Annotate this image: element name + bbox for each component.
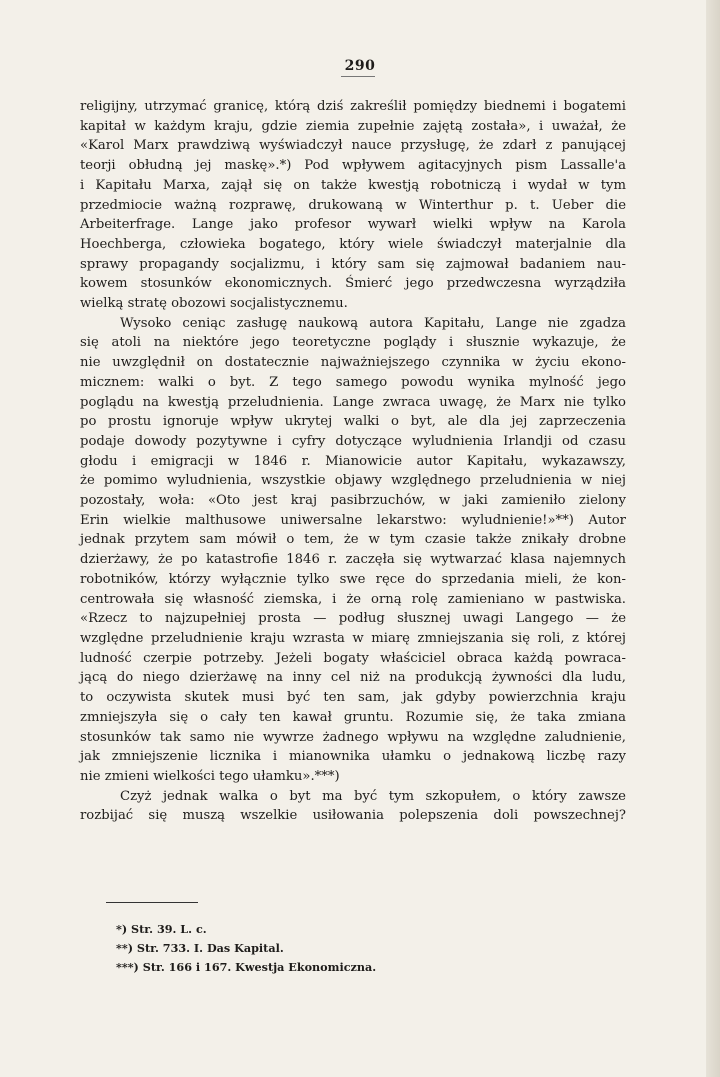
text-line: jak zmniejszenie licznika i mianownika ułamku o jednakową liczbę razy	[80, 749, 626, 765]
footnotes	[116, 920, 536, 977]
text-line: że pomimo wyludnienia, wszystkie objawy względnego przeludnienia w niej	[80, 473, 626, 489]
text-line: ludność czerpie potrzeby. Jeżeli bogaty właściciel obraca każdą powraca-	[80, 650, 626, 666]
text-line: centrowała się własność ziemska, i że orną rolę zamieniano w pastwiska.	[80, 591, 626, 607]
text-line: wielką stratę obozowi socjalistycznemu.	[80, 296, 348, 312]
text-line: nie uwzględnił on dostatecznie najważniejszego czynnika w życiu ekono-	[80, 355, 626, 371]
text-line: robotników, którzy wyłącznie tylko swe ręce do sprzedania mieli, że kon-	[80, 571, 626, 587]
text-line: pozostały, woła: «Oto jest kraj pasibrzuchów, w jaki zamieniło zielony	[80, 493, 626, 509]
footnote: **) Str. 733. I. Das Kapital.	[116, 941, 284, 955]
text-line: «Rzecz to najzupełniej prosta — podług słusznej uwagi Langego — że	[80, 611, 626, 627]
text-line: Erin wielkie malthusowe uniwersalne lekarstwo: wyludnienie!»**) Autor	[80, 512, 626, 528]
text-line: Arbeiterfrage. Lange jako profesor wywarł wielki wpływ na Karola	[80, 217, 626, 233]
text-line: i Kapitału Marxa, zajął się on także kwestją robotniczą i wydał w tym	[80, 177, 626, 193]
text-line: nie zmieni wielkości tego ułamku».***)	[80, 768, 340, 784]
text-line: podaje dowody pozytywne i cyfry dotyczące wyludnienia Irlandji od czasu	[80, 433, 626, 449]
body-text	[80, 97, 626, 826]
text-line: Czyż jednak walka o byt ma być tym szkopułem, o który zawsze	[120, 788, 626, 804]
page-number-underline	[341, 76, 375, 77]
text-line: po prostu ignoruje wpływ ukrytej walki o byt, ale dla jej zaprzeczenia	[80, 414, 626, 430]
text-line: kowem stosunków ekonomicznych. Śmierć jego przedwczesna wyrządziła	[80, 276, 626, 292]
footnote-separator	[106, 902, 198, 903]
page-edge-shadow	[706, 0, 720, 1077]
text-line: teorji obłudną jej maskę».*) Pod wpływem agitacyjnych pism Lassalle'a	[80, 158, 626, 174]
text-line: to oczywista skutek musi być ten sam, jak gdyby powierzchnia kraju	[80, 690, 626, 706]
text-line: sprawy propagandy socjalizmu, i który sam się zajmował badaniem nau-	[80, 256, 626, 272]
text-line: przedmiocie ważną rozprawę, drukowaną w Winterthur p. t. Ueber die	[80, 197, 626, 213]
text-line: się atoli na niektóre jego teoretyczne poglądy i słusznie wykazuje, że	[80, 335, 626, 351]
text-line: zmniejszyła się o cały ten kawał gruntu. Rozumie się, że taka zmiana	[80, 709, 626, 725]
text-line: względne przeludnienie kraju wzrasta w miarę zmniejszania się roli, z której	[80, 630, 626, 646]
text-line: «Karol Marx prawdziwą wyświadczył nauce przysługę, że zdarł z panującej	[80, 138, 626, 154]
text-line: rozbijać się muszą wszelkie usiłowania polepszenia doli powszechnej?	[80, 808, 626, 824]
text-line: religijny, utrzymać granicę, którą dziś zakreślił pomiędzy biednemi i bogatemi	[80, 99, 626, 114]
footnote: *) Str. 39. L. c.	[116, 922, 207, 936]
text-line: kapitał w każdym kraju, gdzie ziemia zupełnie zajętą została», i uważał, że	[80, 118, 626, 134]
text-line: poglądu na kwestją przeludnienia. Lange zwraca uwagę, że Marx nie tylko	[80, 394, 626, 410]
footnote: ***) Str. 166 i 167. Kwestja Ekonomiczna.	[116, 960, 377, 974]
text-line: Wysoko ceniąc zasługę naukową autora Kapitału, Lange nie zgadza	[120, 315, 626, 331]
text-line: jącą do niego dzierżawę na inny cel niż na produkcją żywności dla ludu,	[80, 670, 626, 686]
text-line: głodu i emigracji w 1846 r. Mianowicie autor Kapitału, wykazawszy,	[80, 453, 626, 469]
text-line: Hoechberga, człowieka bogatego, który wiele świadczył materjalnie dla	[80, 236, 626, 252]
text-line: dzierżawy, że po katastrofie 1846 r. zaczęła się wytwarzać klasa najemnych	[80, 552, 626, 568]
text-line: micznem: walki o byt. Z tego samego powodu wynika mylność jego	[80, 374, 626, 390]
page-number: 290	[344, 58, 376, 74]
text-line: stosunków tak samo nie wywrze żadnego wpływu na względne zaludnienie,	[80, 729, 626, 745]
text-line: jednak przytem sam mówił o tem, że w tym czasie także znikały drobne	[80, 532, 626, 548]
